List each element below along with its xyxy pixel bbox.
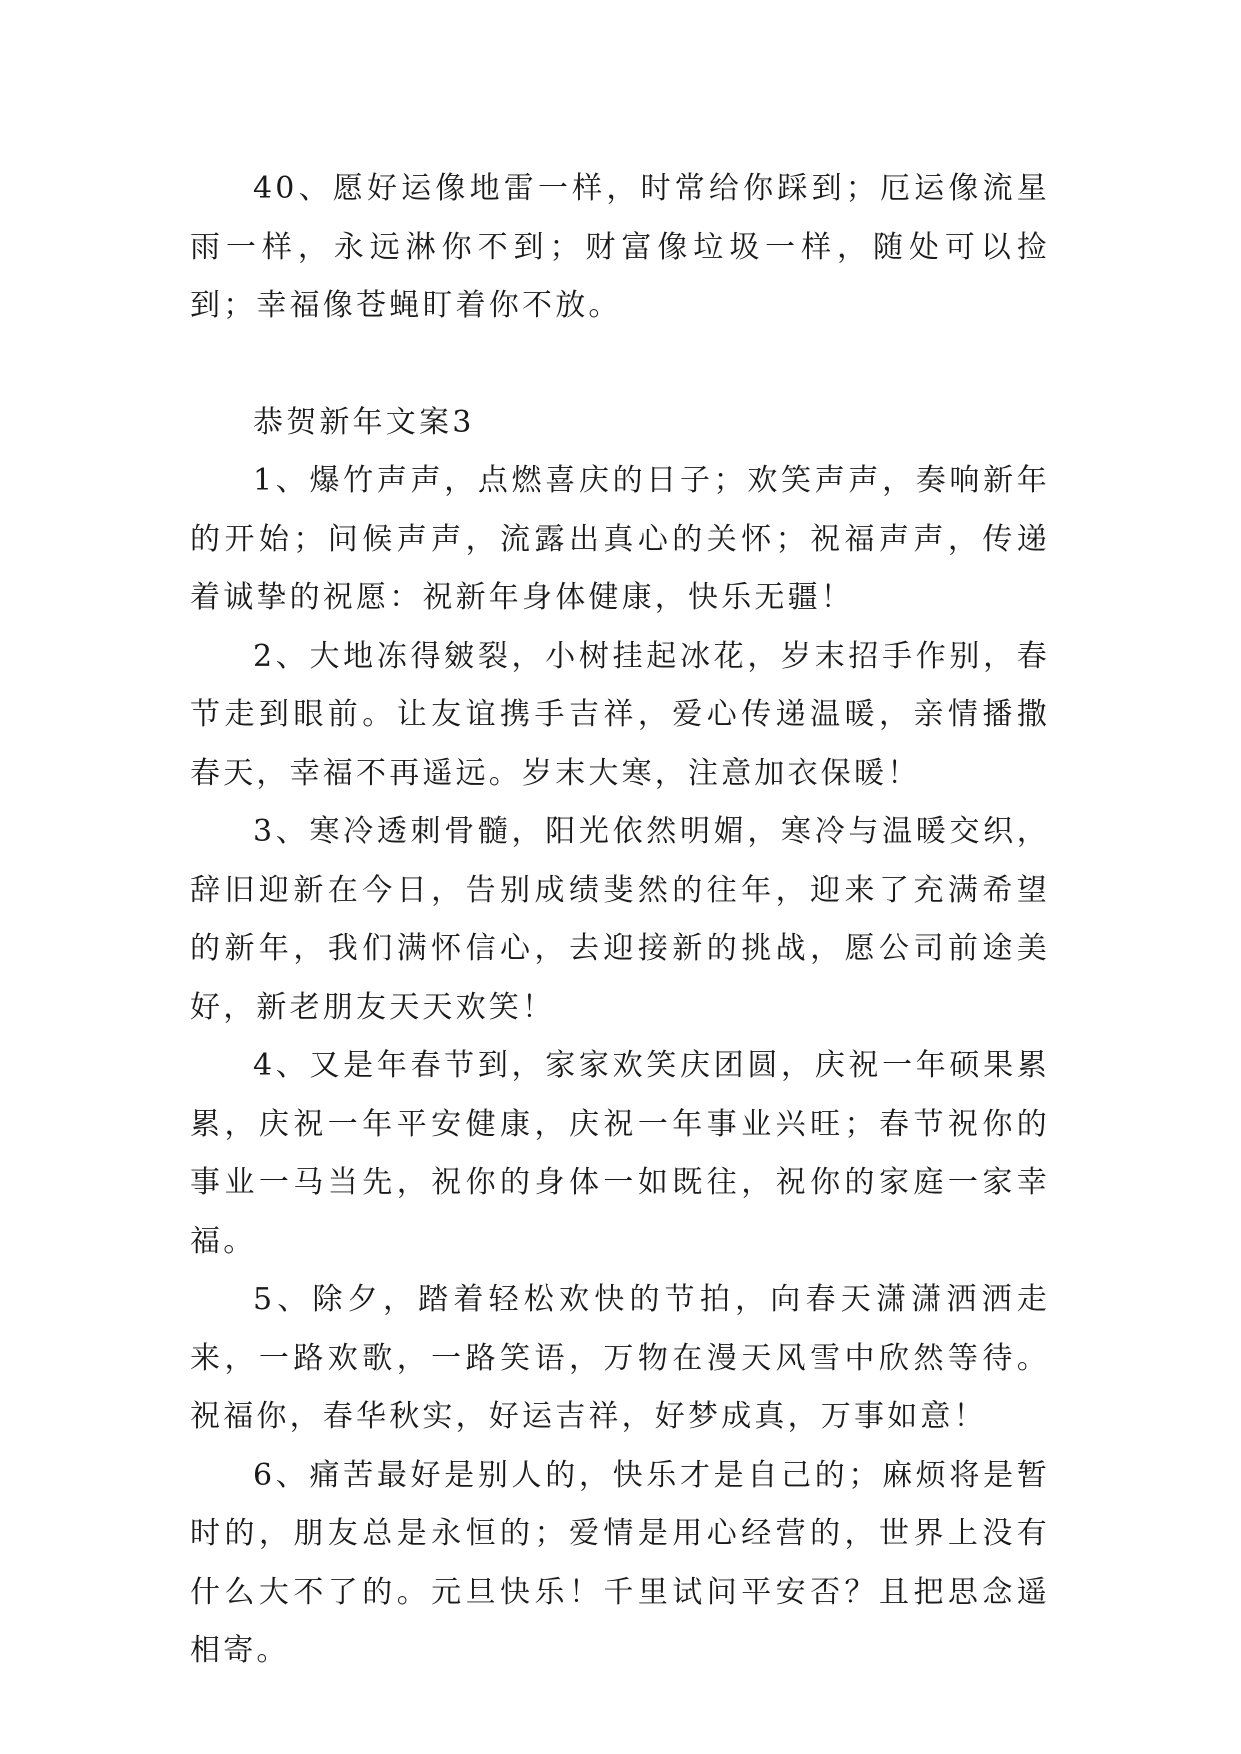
paragraph-1: 1、爆竹声声，点燃喜庆的日子；欢笑声声，奏响新年的开始；问候声声，流露出真心的关怀；祝福声声，传递着诚挚的祝愿：祝新年身体健康，快乐无疆！: [190, 463, 1050, 615]
paragraph-5: 5、除夕，踏着轻松欢快的节拍，向春天潇潇洒洒走来，一路欢歌，一路笑语，万物在漫天风雪中欣然等待。祝福你，春华秋实，好运吉祥，好梦成真，万事如意！: [190, 1282, 1050, 1434]
section-title: 恭贺新年文案3: [253, 404, 475, 440]
paragraph-3: 3、寒冷透刺骨髓，阳光依然明媚，寒冷与温暖交织，辞旧迎新在今日，告别成绩斐然的往年，迎来了充满希望的新年，我们满怀信心，去迎接新的挑战，愿公司前途美好，新老朋友天天欢笑！: [190, 814, 1050, 1025]
paragraph-6: 6、痛苦最好是别人的，快乐才是自己的；麻烦将是暂时的，朋友总是永恒的；爱情是用心经营的，世界上没有什么大不了的。元旦快乐！千里试问平安否？且把思念遥相寄。: [190, 1457, 1050, 1668]
paragraph-2: 2、大地冻得皴裂，小树挂起冰花，岁末招手作别，春节走到眼前。让友谊携手吉祥，爱心传递温暖，亲情播撒春天，幸福不再遥远。岁末大寒，注意加衣保暖！: [190, 638, 1050, 791]
intro-paragraph: 40、愿好运像地雷一样，时常给你踩到；厄运像流星雨一样，永远淋你不到；财富像垃圾一样，随处可以捡到；幸福像苍蝇盯着你不放。: [190, 171, 1050, 323]
paragraph-4: 4、又是年春节到，家家欢笑庆团圆，庆祝一年硕果累累，庆祝一年平安健康，庆祝一年事业兴旺；春节祝你的事业一马当先，祝你的身体一如既往，祝你的家庭一家幸福。: [190, 1048, 1050, 1259]
document-page: [190, 160, 1050, 1681]
